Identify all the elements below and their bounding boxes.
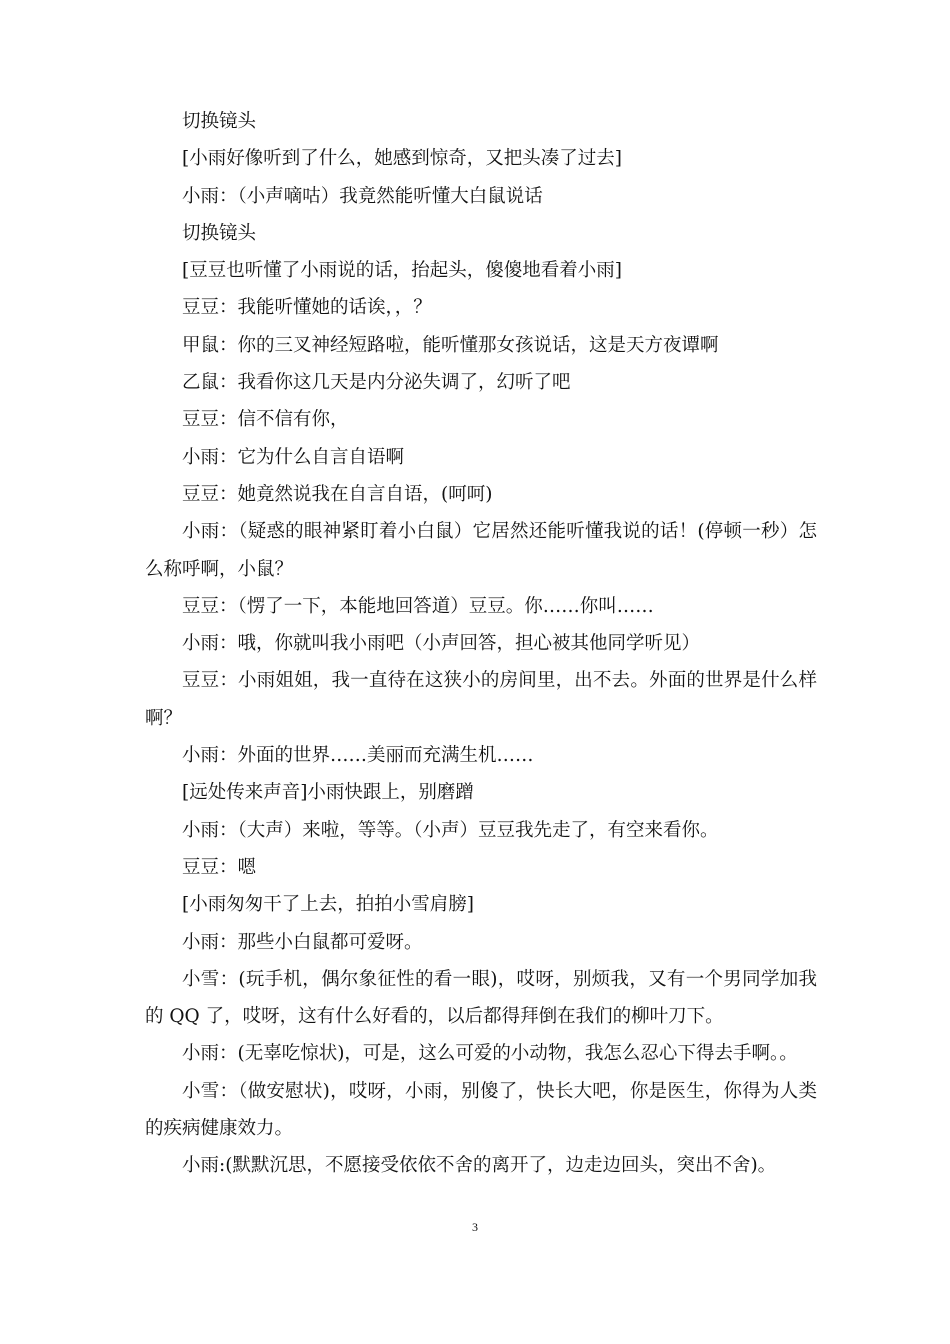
paragraph-17: [远处传来声音]小雨快跟上，别磨蹭 (182, 782, 474, 804)
paragraph-24: 小雪：（做安慰状)，哎呀，小雨，别傻了，快长大吧，你是医生，你得为人类的疾病健康效力。 (145, 1080, 817, 1140)
script-body (145, 103, 817, 1185)
paragraph-5: [豆豆也听懂了小雨说的话，抬起头，傻傻地看着小雨] (182, 260, 622, 282)
paragraph-25: 小雨:(默默沉思，不愿接受依依不舍的离开了，边走边回头，突出不舍)。 (182, 1155, 777, 1177)
paragraph-11: 豆豆：她竟然说我在自言自语，(呵呵) (182, 483, 493, 505)
paragraph-16: 小雨：外面的世界……美丽而充满生机…… (182, 745, 534, 767)
paragraph-8: 乙鼠：我看你这几天是内分泌失调了，幻听了吧 (182, 372, 571, 394)
paragraph-1: 切换镜头 (182, 111, 257, 132)
paragraph-15: 豆豆：小雨姐姐，我一直待在这狭小的房间里，出不去。外面的世界是什么样啊？ (145, 670, 817, 729)
paragraph-13: 豆豆：（愣了一下，本能地回答道）豆豆。你……你叫…… (182, 595, 654, 617)
paragraph-12: 小雨：（疑惑的眼神紧盯着小白鼠）它居然还能听懂我说的话！(停顿一秒）怎么称呼啊，小鼠？ (145, 521, 817, 580)
paragraph-10: 小雨：它为什么自言自语啊 (182, 446, 405, 468)
paragraph-20: [小雨匆匆干了上去，拍拍小雪肩膀] (182, 894, 474, 916)
page-number: 3 (472, 1220, 478, 1234)
paragraph-22: 小雪：(玩手机，偶尔象征性的看一眼)，哎呀，别烦我，又有一个男同学加我的 QQ 了，哎呀，这有什么好看的，以后都得拜倒在我们的柳叶刀下。 (145, 968, 817, 1028)
paragraph-14: 小雨：哦，你就叫我小雨吧（小声回答，担心被其他同学听见） (182, 633, 701, 655)
paragraph-3: 小雨：（小声嘀咕）我竟然能听懂大白鼠说话 (182, 185, 543, 207)
paragraph-4: 切换镜头 (182, 222, 257, 244)
paragraph-9: 豆豆：信不信有你， (182, 409, 349, 431)
paragraph-6: 豆豆：我能听懂她的话诶，，？ (182, 297, 432, 319)
paragraph-18: 小雨：（大声）来啦，等等。（小声）豆豆我先走了，有空来看你。 (182, 819, 719, 841)
paragraph-21: 小雨：那些小白鼠都可爱呀。 (182, 931, 423, 953)
paragraph-2: [小雨好像听到了什么，她感到惊奇，又把头凑了过去] (182, 148, 622, 170)
paragraph-19: 豆豆：嗯 (182, 856, 257, 878)
paragraph-7: 甲鼠：你的三叉神经短路啦，能听懂那女孩说话，这是天方夜谭啊 (182, 334, 719, 356)
paragraph-23: 小雨：(无辜吃惊状)，可是，这么可爱的小动物，我怎么忍心下得去手啊。。 (182, 1043, 798, 1065)
